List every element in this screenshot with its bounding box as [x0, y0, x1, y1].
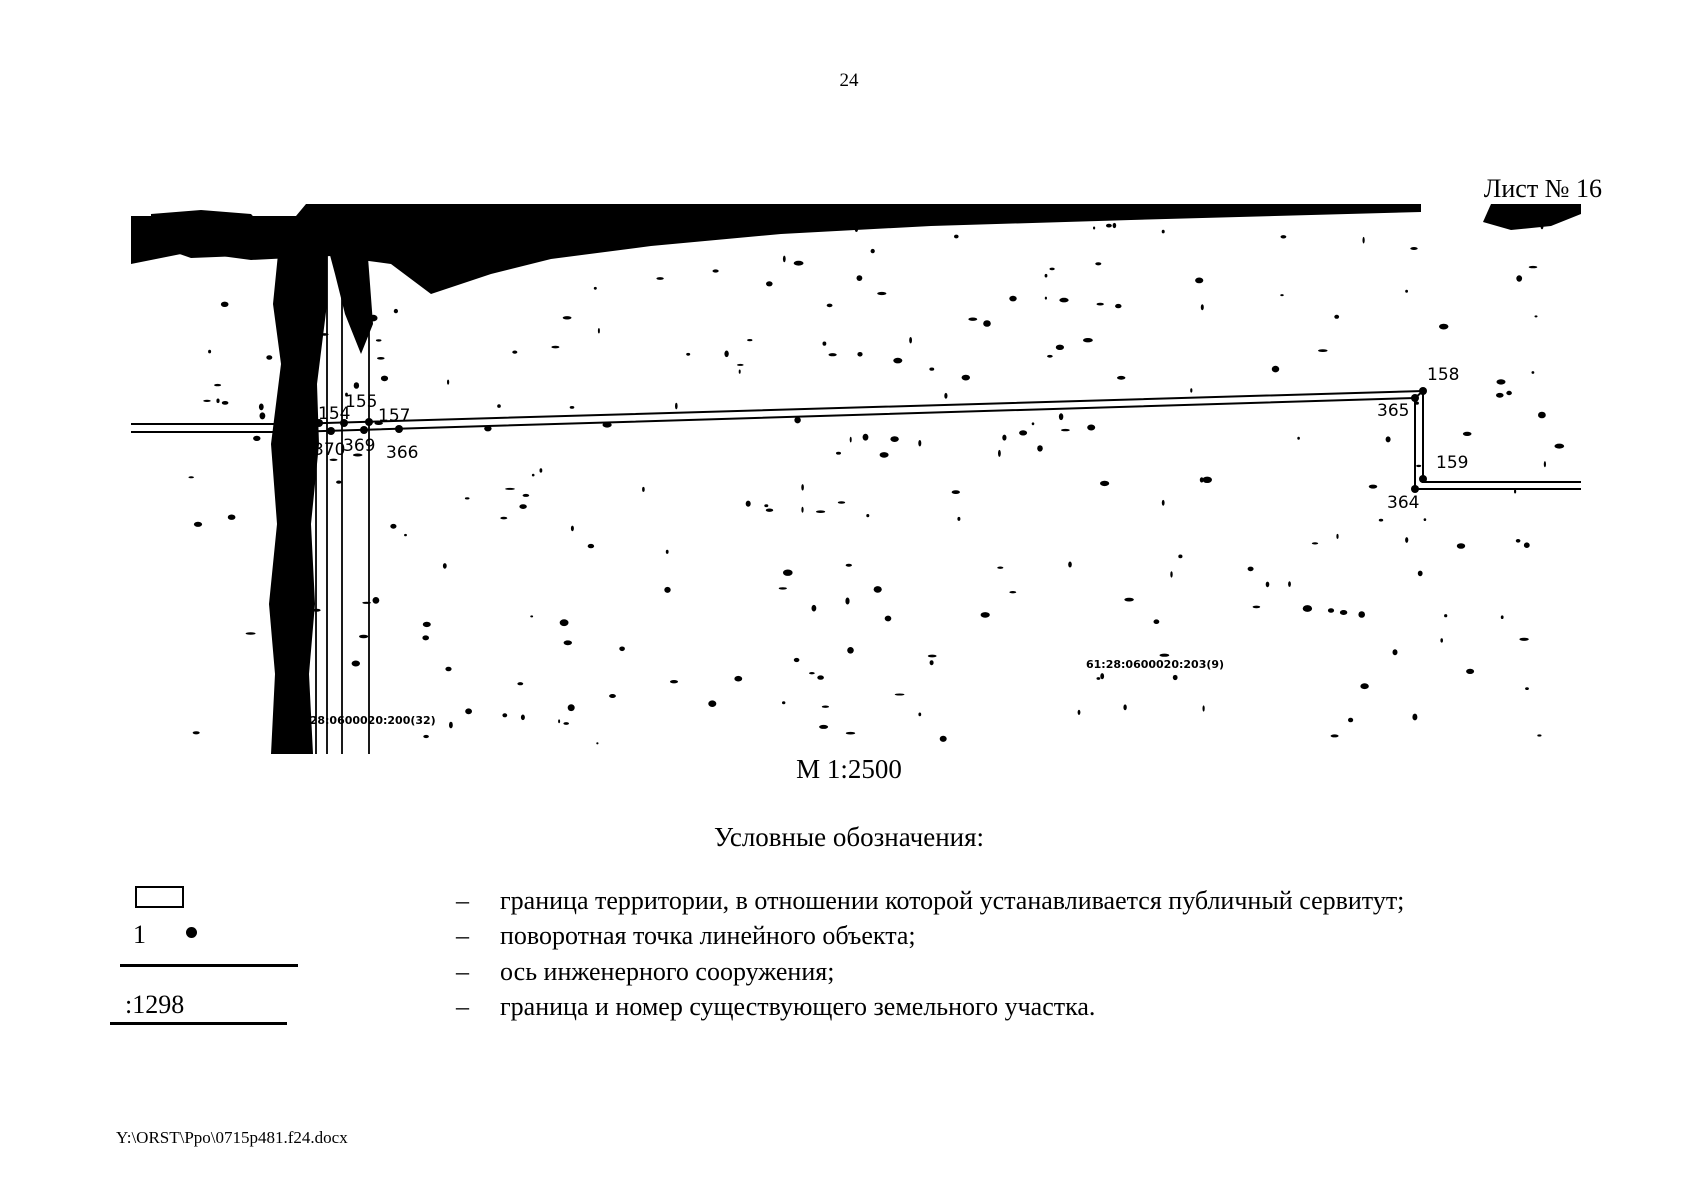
terrain-speck	[708, 700, 716, 707]
terrain-speck	[669, 230, 673, 236]
terrain-speck	[929, 368, 934, 371]
point-label-152: 152	[280, 404, 313, 424]
terrain-speck	[1538, 412, 1546, 419]
terrain-speck	[376, 339, 382, 341]
terrain-speck	[1532, 371, 1535, 374]
terrain-speck	[1124, 598, 1133, 602]
terrain-speck	[686, 353, 690, 356]
terrain-speck	[918, 440, 921, 446]
terrain-speck	[880, 452, 889, 458]
legend-text-turning-point: поворотная точка линейного объекта;	[500, 921, 916, 950]
terrain-speck	[957, 517, 960, 521]
terrain-speck	[1496, 393, 1504, 398]
terrain-speck	[1348, 718, 1353, 723]
terrain-speck	[809, 672, 815, 674]
terrain-speck	[779, 587, 787, 589]
parcel-label-top: 00020	[244, 225, 283, 238]
terrain-speck	[918, 713, 921, 717]
terrain-speck	[838, 501, 845, 503]
terrain-speck	[746, 501, 751, 507]
terrain-speck	[766, 281, 773, 286]
terrain-speck	[739, 370, 741, 374]
terrain-speck	[445, 667, 451, 672]
terrain-speck	[952, 490, 960, 494]
legend-dash: –	[456, 886, 469, 915]
terrain-speck	[765, 227, 772, 233]
legend-item	[0, 957, 1698, 993]
terrain-speck	[998, 450, 1001, 457]
terrain-speck	[944, 393, 947, 399]
terrain-speck	[588, 544, 594, 548]
terrain-speck	[874, 586, 882, 593]
terrain-speck	[1087, 425, 1095, 431]
terrain-speck	[1056, 345, 1064, 350]
terrain-speck	[1037, 445, 1043, 451]
terrain-speck	[369, 315, 377, 322]
terrain-speck	[1045, 274, 1048, 278]
terrain-speck	[857, 275, 863, 281]
terrain-speck	[1336, 534, 1338, 539]
terrain-speck	[505, 488, 515, 490]
terrain-speck	[465, 708, 472, 714]
terrain-speck	[827, 304, 833, 308]
terrain-speck	[866, 514, 869, 517]
terrain-speck	[354, 382, 359, 389]
terrain-speck	[1059, 413, 1063, 420]
terrain-speck	[1059, 298, 1068, 303]
terrain-speck	[1061, 429, 1070, 431]
terrain-speck	[1405, 290, 1408, 293]
terrain-speck	[1009, 296, 1016, 302]
terrain-speck	[1416, 465, 1421, 467]
terrain-speck	[1439, 324, 1448, 330]
terrain-speck	[1555, 444, 1565, 449]
terrain-speck	[449, 722, 453, 729]
terrain-speck	[563, 722, 569, 725]
cadastral-map	[131, 204, 1581, 754]
sheet-label: Лист № 16	[1483, 174, 1602, 203]
terrain-speck	[1201, 304, 1204, 310]
terrain-speck	[423, 622, 431, 627]
terrain-speck	[1032, 422, 1035, 425]
terrain-speck	[1083, 338, 1093, 342]
terrain-speck	[846, 564, 852, 567]
legend-symbol-point-number: 1	[133, 920, 146, 949]
terrain-speck	[1379, 519, 1383, 522]
terrain-speck	[1009, 591, 1016, 593]
terrain-speck	[352, 322, 357, 324]
terrain-speck	[819, 725, 828, 729]
legend-item	[0, 921, 1698, 957]
terrain-speck	[253, 436, 260, 441]
terrain-speck	[734, 676, 742, 682]
legend-title: Условные обозначения:	[713, 822, 985, 852]
terrain-speck	[670, 680, 678, 683]
terrain-speck	[288, 337, 291, 342]
terrain-speck	[594, 287, 597, 290]
terrain-speck	[1501, 615, 1504, 619]
terrain-speck	[997, 567, 1003, 569]
terrain-speck	[570, 406, 575, 409]
terrain-speck	[1410, 247, 1417, 250]
terrain-speck	[930, 660, 934, 665]
terrain-speck	[1078, 710, 1081, 715]
terrain-speck	[857, 352, 862, 357]
terrain-speck	[1248, 567, 1254, 572]
terrain-speck	[863, 434, 869, 441]
terrain-speck	[895, 694, 905, 696]
point-label-155: 155	[345, 392, 378, 412]
footer-file-path: Y:\ORST\Ppo\0715p481.f24.docx	[116, 1128, 348, 1147]
legend-item	[0, 992, 1698, 1028]
terrain-speck	[1190, 388, 1192, 392]
terrain-speck	[1318, 349, 1328, 352]
terrain-speck	[1363, 237, 1365, 244]
terrain-speck	[1068, 562, 1072, 568]
terrain-speck	[847, 647, 854, 654]
terrain-speck	[890, 436, 898, 442]
left-terrain-band	[269, 244, 376, 754]
terrain-speck	[829, 353, 837, 356]
terrain-speck	[564, 640, 572, 645]
terrain-speck	[1516, 275, 1522, 281]
terrain-speck	[981, 612, 990, 618]
terrain-speck	[954, 235, 959, 239]
terrain-speck	[295, 280, 298, 282]
terrain-speck	[1497, 379, 1506, 384]
terrain-speck	[523, 494, 530, 497]
terrain-speck	[558, 719, 560, 723]
terrain-speck	[794, 261, 804, 266]
terrain-speck	[1340, 610, 1347, 615]
terrain-speck	[530, 615, 533, 617]
terrain-speck	[259, 404, 264, 411]
terrain-speck	[1334, 315, 1339, 319]
terrain-speck	[1514, 490, 1516, 494]
terrain-speck	[216, 399, 219, 404]
terrain-speck	[1544, 461, 1546, 467]
terrain-speck	[266, 355, 272, 360]
legend-item	[0, 886, 1698, 922]
terrain-speck	[260, 412, 266, 419]
terrain-speck	[1093, 227, 1095, 230]
terrain-speck	[517, 682, 523, 685]
terrain-speck	[465, 497, 470, 499]
terrain-speck	[443, 563, 447, 569]
terrain-speck	[512, 351, 517, 354]
terrain-speck	[1506, 391, 1512, 395]
legend-text-boundary: граница территории, в отношении которой устанавливается публичный сервитут;	[500, 886, 1405, 915]
terrain-speck	[850, 437, 852, 443]
terrain-speck	[1097, 677, 1101, 680]
terrain-speck	[1160, 654, 1170, 657]
terrain-speck	[817, 675, 824, 679]
terrain-speck	[812, 605, 817, 612]
terrain-speck	[1537, 734, 1541, 736]
terrain-speck	[573, 246, 581, 250]
terrain-speck	[221, 302, 229, 307]
terrain-speck	[373, 597, 380, 604]
legend-text-parcel: граница и номер существующего земельного участка.	[500, 992, 1096, 1021]
terrain-speck	[968, 318, 977, 321]
terrain-speck	[1524, 542, 1530, 548]
terrain-speck	[1050, 268, 1055, 271]
terrain-speck	[560, 619, 569, 626]
page-number: 24	[839, 70, 859, 91]
terrain-speck	[664, 587, 670, 593]
terrain-speck	[359, 635, 368, 638]
terrain-speck	[568, 704, 575, 711]
terrain-speck	[1178, 555, 1182, 559]
terrain-speck	[846, 732, 855, 735]
terrain-speck	[1045, 297, 1047, 300]
terrain-speck	[823, 342, 827, 346]
terrain-speck	[423, 242, 426, 244]
terrain-speck	[336, 481, 341, 484]
terrain-speck	[497, 404, 501, 408]
terrain-speck	[909, 337, 912, 343]
terrain-speck	[764, 504, 768, 507]
terrain-speck	[1253, 606, 1261, 609]
point-label-373: 373	[274, 437, 307, 457]
terrain-speck	[801, 484, 804, 490]
terrain-speck	[1281, 235, 1287, 238]
terrain-speck	[532, 474, 535, 477]
terrain-speck	[1002, 435, 1006, 441]
terrain-speck	[1113, 223, 1117, 228]
terrain-speck	[877, 292, 886, 295]
terrain-speck	[1369, 485, 1377, 489]
terrain-speck	[1106, 224, 1112, 228]
terrain-speck	[766, 509, 773, 512]
terrain-speck	[747, 339, 752, 341]
point-labels	[274, 365, 1468, 513]
parcel-label-right: 61:28:0600020:203(9)	[1086, 658, 1225, 671]
terrain-speck	[381, 376, 388, 382]
point-label-365: 365	[1377, 401, 1410, 421]
terrain-speck	[188, 476, 194, 478]
point-label-158: 158	[1427, 365, 1460, 385]
legend-dash: –	[456, 921, 469, 950]
terrain-speck	[940, 736, 947, 742]
terrain-speck	[521, 715, 525, 721]
terrain-speck	[1535, 315, 1538, 317]
legend-text-axis: ось инженерного сооружения;	[500, 957, 835, 986]
terrain-speck	[214, 384, 221, 386]
terrain-speck	[372, 227, 380, 233]
terrain-speck	[287, 306, 290, 311]
terrain-speck	[1272, 366, 1279, 373]
terrain-speck	[429, 247, 439, 254]
terrain-speck	[551, 346, 559, 349]
terrain-speck	[783, 256, 786, 263]
terrain-speck	[871, 249, 875, 253]
terrain-speck	[666, 550, 669, 554]
legend-dash: –	[456, 957, 469, 986]
terrain-speck	[1173, 675, 1178, 680]
point-label-370: 370	[313, 440, 346, 460]
terrain-speck	[1386, 436, 1391, 442]
terrain-speck	[1266, 582, 1270, 588]
terrain-speck	[1047, 355, 1053, 358]
terrain-speck	[962, 375, 970, 381]
terrain-speck	[296, 681, 299, 683]
terrain-speck	[1312, 542, 1318, 544]
terrain-speck	[1519, 638, 1528, 641]
terrain-speck	[1328, 608, 1334, 613]
terrain-speck	[1280, 294, 1283, 296]
terrain-speck	[571, 526, 574, 532]
terrain-speck	[1463, 432, 1472, 436]
terrain-speck	[642, 487, 645, 492]
terrain-speck	[540, 468, 543, 472]
terrain-speck	[855, 226, 858, 232]
terrain-speck	[893, 358, 902, 364]
terrain-speck	[563, 316, 572, 319]
terrain-speck	[801, 507, 803, 513]
terrain-speck	[1444, 614, 1447, 617]
terrain-speck	[1529, 266, 1538, 268]
terrain-speck	[1115, 304, 1121, 308]
terrain-speck	[1117, 376, 1125, 380]
point-label-159: 159	[1436, 453, 1469, 473]
terrain-speck	[1297, 437, 1300, 440]
terrain-speck	[447, 380, 449, 385]
terrain-speck	[1466, 669, 1474, 674]
terrain-speck	[1440, 638, 1443, 642]
terrain-speck	[1500, 223, 1505, 227]
terrain-speck	[1457, 543, 1465, 549]
parcel-label-left: 61:28:0600020:200(32)	[290, 714, 436, 727]
terrain-speck	[1418, 571, 1423, 577]
terrain-speck	[794, 658, 800, 662]
terrain-speck	[1541, 224, 1544, 229]
terrain-speck	[394, 309, 398, 313]
terrain-speck	[737, 364, 744, 366]
terrain-speck	[193, 731, 200, 734]
terrain-speck	[1360, 683, 1368, 689]
legend-dash: –	[456, 992, 469, 1021]
point-label-154: 154	[318, 404, 351, 424]
point-label-157: 157	[378, 406, 411, 426]
terrain-speck	[1516, 539, 1521, 543]
terrain-speck	[656, 277, 663, 280]
terrain-speck	[885, 616, 892, 622]
terrain-speck	[502, 713, 507, 717]
terrain-speck	[352, 661, 360, 667]
terrain-speck	[1162, 230, 1165, 234]
terrain-speck	[222, 401, 229, 405]
terrain-speck	[724, 351, 728, 358]
terrain-speck	[782, 701, 785, 704]
terrain-speck	[1203, 705, 1205, 711]
terrain-speck	[1405, 537, 1408, 543]
terrain-speck	[1100, 481, 1109, 486]
terrain-speck	[1097, 303, 1104, 306]
terrain-speck	[1100, 673, 1104, 679]
terrain-speck	[983, 320, 991, 327]
terrain-speck	[1525, 687, 1529, 690]
terrain-speck	[619, 647, 625, 652]
terrain-speck	[423, 735, 429, 738]
map-scale: М 1:2500	[796, 754, 902, 784]
terrain-speck	[596, 742, 598, 744]
terrain-speck	[1303, 605, 1312, 612]
terrain-speck	[1202, 477, 1212, 483]
terrain-speck	[500, 517, 507, 520]
terrain-speck	[1331, 734, 1339, 737]
terrain-speck	[1123, 704, 1126, 710]
terrain-speck	[928, 655, 937, 658]
terrain-speck	[1170, 571, 1172, 577]
legend-symbol-parcel-number: :1298	[125, 990, 185, 1019]
terrain-speck	[246, 632, 256, 635]
terrain-speck	[646, 235, 648, 241]
terrain-speck	[194, 522, 202, 527]
terrain-speck	[208, 350, 211, 354]
terrain-speck	[390, 524, 396, 529]
terrain-speck	[836, 452, 841, 455]
terrain-speck	[1195, 278, 1203, 284]
terrain-speck	[794, 417, 800, 424]
terrain-speck	[1358, 611, 1365, 618]
terrain-speck	[519, 504, 526, 509]
terrain-speck	[783, 570, 793, 576]
terrain-speck	[377, 357, 385, 360]
terrain-speck	[228, 515, 236, 520]
terrain-speck	[1154, 619, 1160, 624]
terrain-speck	[302, 297, 305, 301]
terrain-speck	[1424, 518, 1427, 521]
point-label-369: 369	[343, 436, 376, 456]
point-label-364: 364	[1387, 493, 1420, 513]
terrain-speck	[598, 328, 600, 333]
terrain-speck	[417, 222, 426, 229]
terrain-speck	[713, 269, 719, 272]
terrain-speck	[422, 635, 429, 640]
terrain-speck	[404, 534, 407, 536]
terrain-specks	[188, 222, 1564, 744]
terrain-speck	[609, 694, 616, 698]
terrain-speck	[675, 403, 678, 410]
terrain-speck	[1095, 262, 1101, 265]
terrain-speck	[1412, 714, 1417, 721]
terrain-speck	[203, 400, 211, 402]
terrain-speck	[1393, 649, 1398, 655]
terrain-speck	[1019, 430, 1027, 435]
terrain-speck	[822, 706, 829, 708]
terrain-speck	[816, 510, 825, 513]
point-label-366: 366	[386, 443, 419, 463]
terrain-speck	[1288, 581, 1291, 587]
terrain-speck	[1162, 500, 1165, 506]
terrain-speck	[845, 598, 849, 605]
